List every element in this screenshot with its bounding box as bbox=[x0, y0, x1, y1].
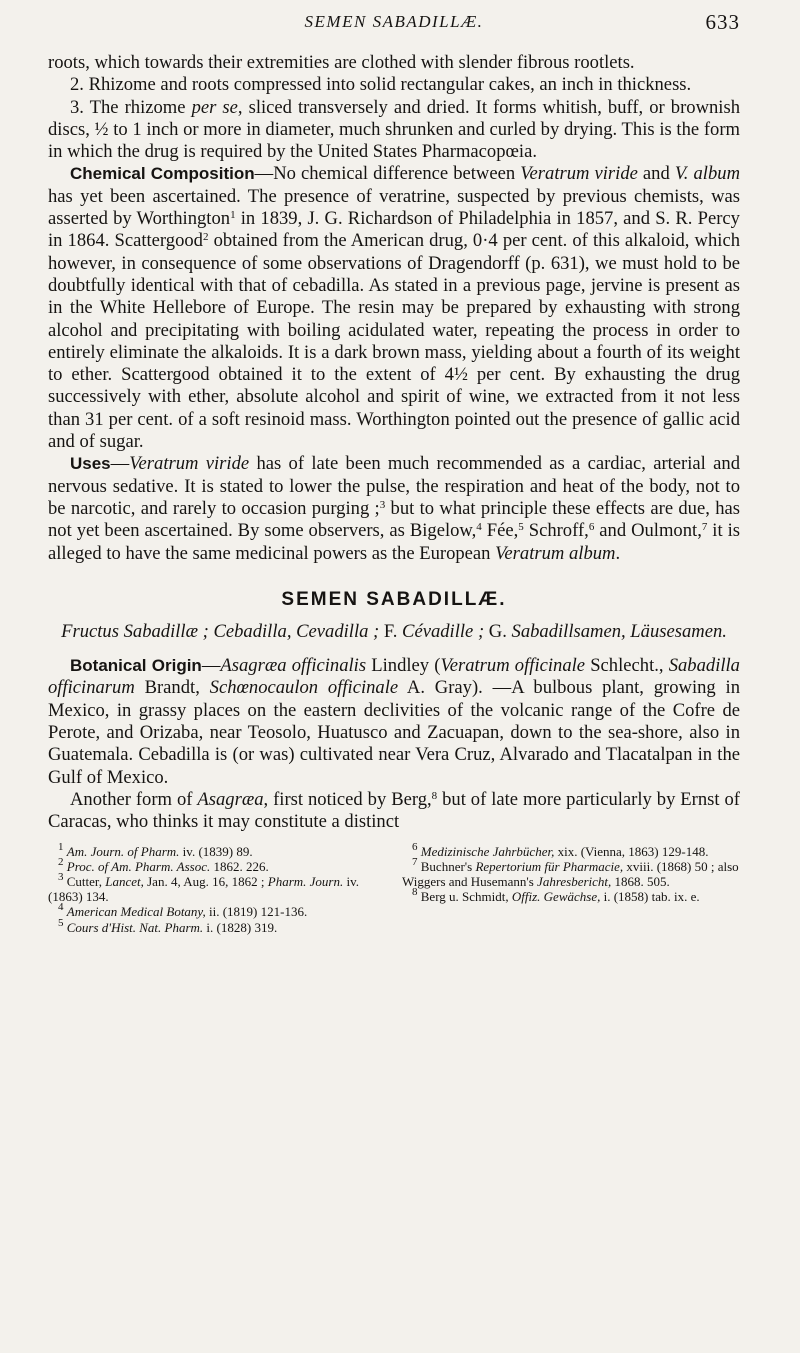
paragraph-botanical-origin: Botanical Origin—Asagræa officinalis Lindley (Veratrum officinale Schlecht., Sabadilla officinarum Brandt, Schœnocaulon officinale A. Gray). —A bulbous plant, growing in Mexico, in grassy places on the eastern declivities of the volcanic range of the Cofre de Perote, and Orizaba, near Teosolo, Huatusco and Zacuapan, down to the sea-shore, also in Guatemala. Cebadilla is (or was) cultivated near Vera Cruz, Alvarado and Tlacatalpan in the Gulf of Mexico. bbox=[48, 655, 740, 788]
paragraph-sliced-rhizome: 3. The rhizome per se, sliced transversely and dried. It forms whitish, buff, or brownish discs, ½ to 1 inch or more in diameter, much shrunken and curled by drying. This is the form in which the drug is required by the United States Pharmacopœia. bbox=[48, 96, 740, 163]
footnotes bbox=[48, 840, 740, 935]
footnote-1: $^1$ Am. Journ. of Pharm. iv. (1839) 89. bbox=[58, 840, 253, 859]
botanical-origin-heading: Botanical Origin bbox=[70, 656, 202, 676]
paragraph-compressed-cakes: 2. Rhizome and roots compressed into solid rectangular cakes, an inch in thickness. bbox=[70, 74, 692, 96]
footnote-5: $^5$ Cours d'Hist. Nat. Pharm. i. (1828) 319. bbox=[58, 916, 278, 935]
section-synonyms: Fructus Sabadillæ ; Cebadilla, Cevadilla ; F. Cévadille ; G. Sabadillsamen, Läusesamen. bbox=[61, 620, 727, 642]
paragraph-continuation: roots, which towards their extremities are clothed with slender fibrous rootlets. bbox=[48, 52, 635, 73]
footnote-ref-4: 4 bbox=[476, 521, 482, 534]
footnote-ref-5: 5 bbox=[518, 521, 524, 534]
paragraph-uses: Uses—Veratrum viride has of late been much recommended as a cardiac, arterial and nervous sedative. It is stated to lower the pulse, the respiration and heat of the body, not to be narcotic, and rarely to occasion purging ;$^3$ but to what principle these effects are due, has not yet been ascertained. By some observers, as Bigelow,$^4$ Fée,$^5$ Schroff,$^6$ and Oulmont,$^7$ it is alleged to have the same medicinal powers as the European Veratrum album. bbox=[48, 453, 741, 564]
chemical-composition-heading: Chemical Composition bbox=[70, 164, 255, 184]
running-title: SEMEN SABADILLÆ. bbox=[304, 12, 484, 31]
footnote-7: $^7$ Buchner's Repertorium für Pharmacie, xviii. (1868) 50 ; also Wiggers and Husemann's Jahresbericht, 1868. 505. bbox=[402, 855, 739, 889]
paragraph-another-form: Another form of Asagræa, first noticed by Berg,$^8$ but of late more particularly by Ernst of Caracas, who thinks it may constitute a distinct bbox=[48, 788, 740, 833]
footnote-ref-2: 2 bbox=[202, 231, 209, 244]
running-head bbox=[48, 0, 740, 52]
footnote-4: $^4$ American Medical Botany, ii. (1819) 121-136. bbox=[58, 901, 308, 920]
footnote-ref-1: 1 bbox=[230, 209, 236, 222]
footnote-ref-6: 6 bbox=[588, 521, 595, 534]
footnote-3: $^3$ Cutter, Lancet, Jan. 4, Aug. 16, 1862 ; Pharm. Journ. iv. (1863) 134. bbox=[48, 870, 359, 905]
footnote-ref-8: 8 bbox=[431, 789, 438, 802]
footnotes-left-column bbox=[48, 840, 388, 935]
footnote-ref-3: 3 bbox=[379, 498, 386, 511]
uses-heading: Uses bbox=[70, 454, 111, 474]
footnote-ref-7: 7 bbox=[701, 521, 708, 534]
footnotes-right-column bbox=[402, 840, 740, 935]
footnote-6: $^6$ Medizinische Jahrbücher, xix. (Vienna, 1863) 129-148. bbox=[412, 840, 709, 859]
page-body bbox=[48, 52, 740, 935]
footnote-8: $^8$ Berg u. Schmidt, Offiz. Gewächse, i. (1858) tab. ix. e. bbox=[412, 886, 700, 905]
page-number: 633 bbox=[705, 10, 740, 34]
paragraph-chemical-composition: Chemical Composition—No chemical difference between Veratrum viride and V. album has yet been ascertained. The presence of veratrine, suspected by previous chemists, was asserted by Worthington$^1$ in 1839, J. G. Richardson of Philadelphia in 1857, and S. R. Percy in 1864. Scattergood$^2$ obtained from the American drug, 0·4 per cent. of this alkaloid, which however, in consequence of some observations of Dragendorff (p. 631), we must hold to be doubtfully identical with that of cebadilla. As stated in a previous page, jervine is present as in the White Hellebore of Europe. The resin may be prepared by exhausting with strong alcohol and precipitating with boiling acidulated water, repeating the process in order to entirely eliminate the alkaloids. It is a dark brown mass, yielding about a fourth of its weight to ether. Scattergood obtained it to the extent of 4½ per cent. By exhausting the drug successively with ether, absolute alcohol and spirit of wine, we extracted from it not less than 31 per cent. of a soft resinoid mass. Worthington pointed out the presence of gallic acid and of sugar. bbox=[48, 163, 740, 453]
footnote-2: $^2$ Proc. of Am. Pharm. Assoc. 1862. 226. bbox=[58, 855, 269, 874]
section-heading: SEMEN SABADILLÆ. bbox=[281, 588, 507, 610]
